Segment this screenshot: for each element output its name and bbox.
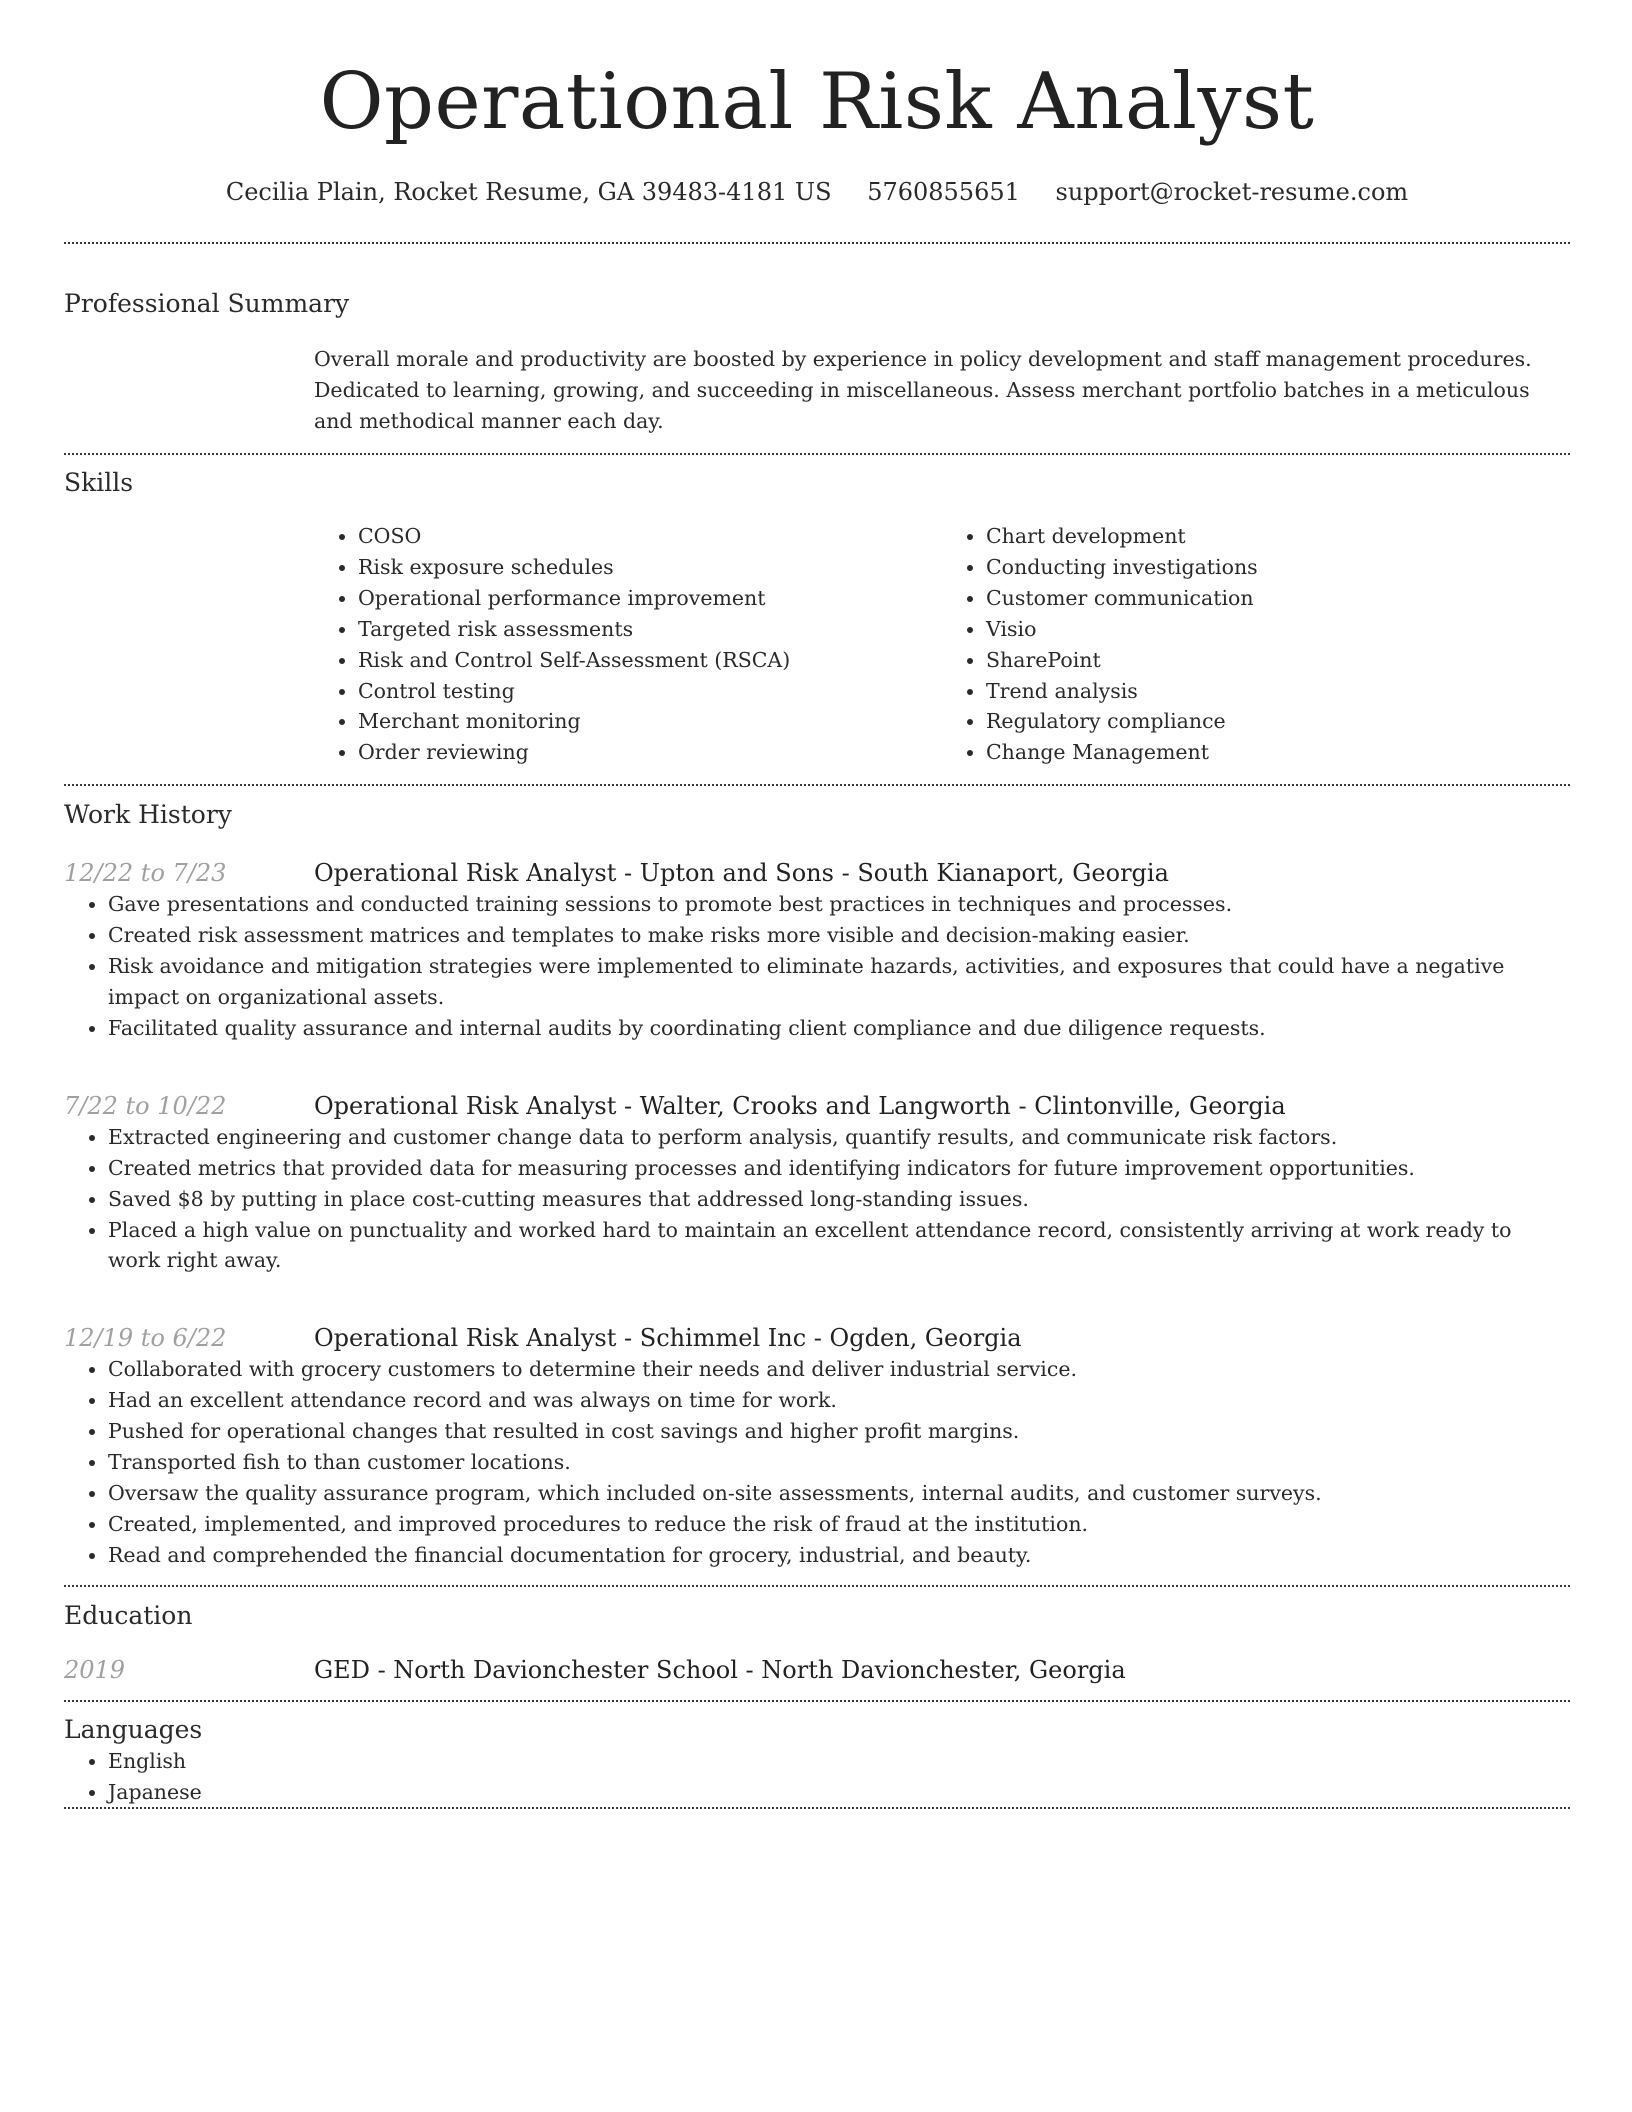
skills-list-left [314,521,942,768]
job-bullets [64,889,1570,1044]
job-bullet: • Collaborated with grocery customers to determine their needs and deliver industrial service. [108,1354,1570,1385]
summary-text: Overall morale and productivity are boosted by experience in policy development and staff management procedures. Dedicated to learning, growing, and succeeding in miscellaneous. Assess merchant portfolio batches in a meticulous and methodical manner each day. [314,347,1532,433]
contact-email: support@rocket-resume.com [1055,178,1409,206]
job-dates: 12/19 to 6/22 [64,1324,227,1353]
job-dates: 12/22 to 7/23 [64,859,227,888]
job-bullet: • Oversaw the quality assurance program, which included on-site assessments, internal audits, and customer surveys. [108,1478,1570,1509]
education-year: 2019 [64,1655,126,1684]
section-divider [64,1807,1570,1809]
job-heading: Operational Risk Analyst - Schimmel Inc - Ogden, Georgia [314,1324,1022,1353]
job-header [64,857,1570,889]
skill-item: • Customer communication [986,583,1570,614]
contact-line [64,176,1570,208]
skill-item: • Trend analysis [986,676,1570,707]
job-bullet: • Facilitated quality assurance and internal audits by coordinating client compliance and due diligence requests. [108,1013,1570,1044]
skills-columns [314,521,1570,768]
education-heading: Education [64,1600,193,1630]
skill-item: • SharePoint [986,645,1570,676]
job-bullets [64,1122,1570,1277]
contact-phone: 5760855651 [867,178,1020,206]
job-entry [64,1322,1570,1570]
languages-list [64,1746,1570,1808]
skill-item: • Change Management [986,737,1570,768]
job-header [64,1090,1570,1122]
job-bullet: • Saved $8 by putting in place cost-cutting measures that addressed long-standing issues. [108,1184,1570,1215]
skill-item: • Merchant monitoring [358,706,942,737]
skills-list-right [942,521,1570,768]
education-detail: GED - North Davionchester School - North Davionchester, Georgia [314,1655,1126,1684]
job-entry [64,857,1570,1044]
job-entry [64,1090,1570,1277]
skill-item: • Operational performance improvement [358,583,942,614]
skill-item: • Risk exposure schedules [358,552,942,583]
job-heading: Operational Risk Analyst - Upton and Sons - South Kianaport, Georgia [314,859,1169,888]
skill-item: • Order reviewing [358,737,942,768]
skill-item: • Regulatory compliance [986,706,1570,737]
skill-item: • Control testing [358,676,942,707]
job-bullet: • Transported fish to than customer locations. [108,1447,1570,1478]
job-bullet: • Pushed for operational changes that resulted in cost savings and higher profit margins. [108,1416,1570,1447]
summary-heading: Professional Summary [64,289,350,318]
skill-item: • Chart development [986,521,1570,552]
job-header [64,1322,1570,1354]
language-item: • Japanese [108,1777,1570,1808]
languages-heading: Languages [64,1714,203,1744]
skill-item: • Conducting investigations [986,552,1570,583]
languages-section [64,1702,1570,1808]
job-dates: 7/22 to 10/22 [64,1091,227,1120]
skill-item: • Targeted risk assessments [358,614,942,645]
job-bullet: • Extracted engineering and customer change data to perform analysis, quantify results, and communicate risk factors. [108,1122,1570,1153]
contact-address: Cecilia Plain, Rocket Resume, GA 39483-4181 US [225,178,832,206]
education-section [64,1587,1570,1686]
job-bullet: • Created, implemented, and improved procedures to reduce the risk of fraud at the institution. [108,1509,1570,1540]
job-bullets [64,1354,1570,1570]
job-bullet: • Had an excellent attendance record and was always on time for work. [108,1385,1570,1416]
education-entry [64,1654,1570,1686]
skill-item: • Risk and Control Self-Assessment (RSCA) [358,645,942,676]
job-bullet: • Created metrics that provided data for measuring processes and identifying indicators for future improvement opportunities. [108,1153,1570,1184]
job-bullet: • Read and comprehended the financial documentation for grocery, industrial, and beauty. [108,1540,1570,1571]
job-heading: Operational Risk Analyst - Walter, Crooks and Langworth - Clintonville, Georgia [314,1091,1286,1120]
language-item: • English [108,1746,1570,1777]
work-history-section [64,786,1570,1570]
summary-section [64,244,1570,437]
job-bullet: • Gave presentations and conducted training sessions to promote best practices in techniques and processes. [108,889,1570,920]
skill-item: • Visio [986,614,1570,645]
skills-section [64,455,1570,768]
job-bullet: • Created risk assessment matrices and templates to make risks more visible and decision-making easier. [108,920,1570,951]
work-history-heading: Work History [64,800,232,830]
skills-heading: Skills [64,468,134,497]
job-bullet: • Risk avoidance and mitigation strategies were implemented to eliminate hazards, activities, and exposures that could have a negative impact on organizational assets. [108,951,1570,1013]
skill-item: • COSO [358,521,942,552]
job-bullet: • Placed a high value on punctuality and worked hard to maintain an excellent attendance record, consistently arriving at work ready to work right away. [108,1215,1570,1277]
candidate-name: Operational Risk Analyst [319,57,1315,147]
